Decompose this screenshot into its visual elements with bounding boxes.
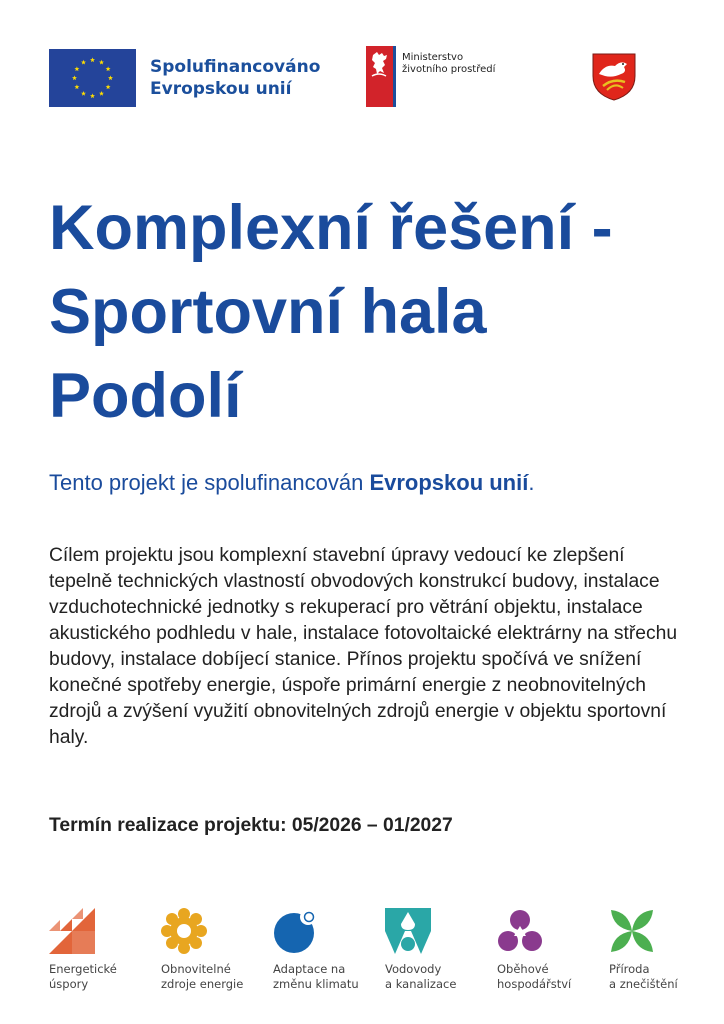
- renewable-sources-icon: [161, 908, 207, 954]
- icon-label-line2: změnu klimatu: [273, 977, 359, 991]
- icon-label-line1: Adaptace na: [273, 962, 346, 976]
- climate-adaptation-icon: [273, 908, 319, 954]
- ministry-line2: životního prostředí: [402, 64, 496, 75]
- icon-label-line2: zdroje energie: [161, 977, 244, 991]
- title-line1: Komplexní řešení -: [49, 193, 613, 263]
- icon-label-line1: Příroda: [609, 962, 650, 976]
- icon-label: [273, 962, 385, 992]
- eu-text: [150, 56, 320, 100]
- icon-label-line1: Oběhové: [497, 962, 549, 976]
- icon-label-line2: a kanalizace: [385, 977, 457, 991]
- coat-of-arms-icon: [591, 52, 637, 102]
- circular-economy-icon: [497, 908, 543, 954]
- eu-line1: Spolufinancováno: [150, 57, 321, 77]
- icon-label-line1: Vodovody: [385, 962, 442, 976]
- icon-label: [161, 962, 273, 992]
- page-title: [49, 186, 689, 438]
- icon-label: [385, 962, 497, 992]
- ministry-logo: [366, 46, 495, 107]
- thematic-icons: [49, 908, 689, 998]
- ministry-text: [402, 52, 495, 76]
- eu-logo: [49, 49, 320, 107]
- icon-label-line2: a znečištění: [609, 977, 678, 991]
- eu-line2: Evropskou unií: [150, 79, 292, 99]
- icon-label-line2: úspory: [49, 977, 89, 991]
- icon-label-line2: hospodářství: [497, 977, 572, 991]
- icon-label-line1: Energetické: [49, 962, 117, 976]
- project-description: Cílem projektu jsou komplexní stavební úpravy vedoucí ke zlepšení tepelně technických vlastností obvodových konstrukcí budovy, instalace vzduchotechnické jednotky s rekuperací pro větrání objektu, instalace akustického podhledu v hale, instalace fotovoltaické elektrárny na střechu budovy, instalace dobíjecí stanice. Přínos projektu spočívá ve snížení konečné spotřeby energie, úspoře primární energie z neobnovitelných zdrojů a zvýšení využití obnovitelných zdrojů energie v objektu sportovní haly.: [49, 545, 678, 748]
- icon-climate: [273, 908, 385, 992]
- energy-savings-icon: [49, 908, 95, 954]
- title-line2: Sportovní hala: [49, 277, 487, 347]
- tagline: [49, 468, 689, 498]
- title-line3: Podolí: [49, 361, 242, 431]
- icon-label-line1: Obnovitelné: [161, 962, 231, 976]
- icon-water: [385, 908, 497, 992]
- icon-energy-savings: [49, 908, 161, 992]
- water-sewage-icon: [385, 908, 431, 954]
- icon-label: [609, 962, 721, 992]
- icon-label: [497, 962, 609, 992]
- icon-label: [49, 962, 161, 992]
- nature-pollution-icon: [609, 908, 655, 954]
- tagline-end: .: [528, 470, 535, 495]
- ministry-line1: Ministerstvo: [402, 52, 464, 63]
- eu-flag-icon: [49, 49, 136, 107]
- realization-term: Termín realizace projektu: 05/2026 – 01/2027: [49, 815, 453, 836]
- header: [49, 46, 649, 110]
- icon-nature: [609, 908, 721, 992]
- tagline-text: Tento projekt je spolufinancován: [49, 470, 370, 495]
- icon-circular: [497, 908, 609, 992]
- tagline-bold: Evropskou unií: [369, 470, 529, 495]
- icon-renewable: [161, 908, 273, 992]
- ministry-lion-icon: [366, 46, 396, 107]
